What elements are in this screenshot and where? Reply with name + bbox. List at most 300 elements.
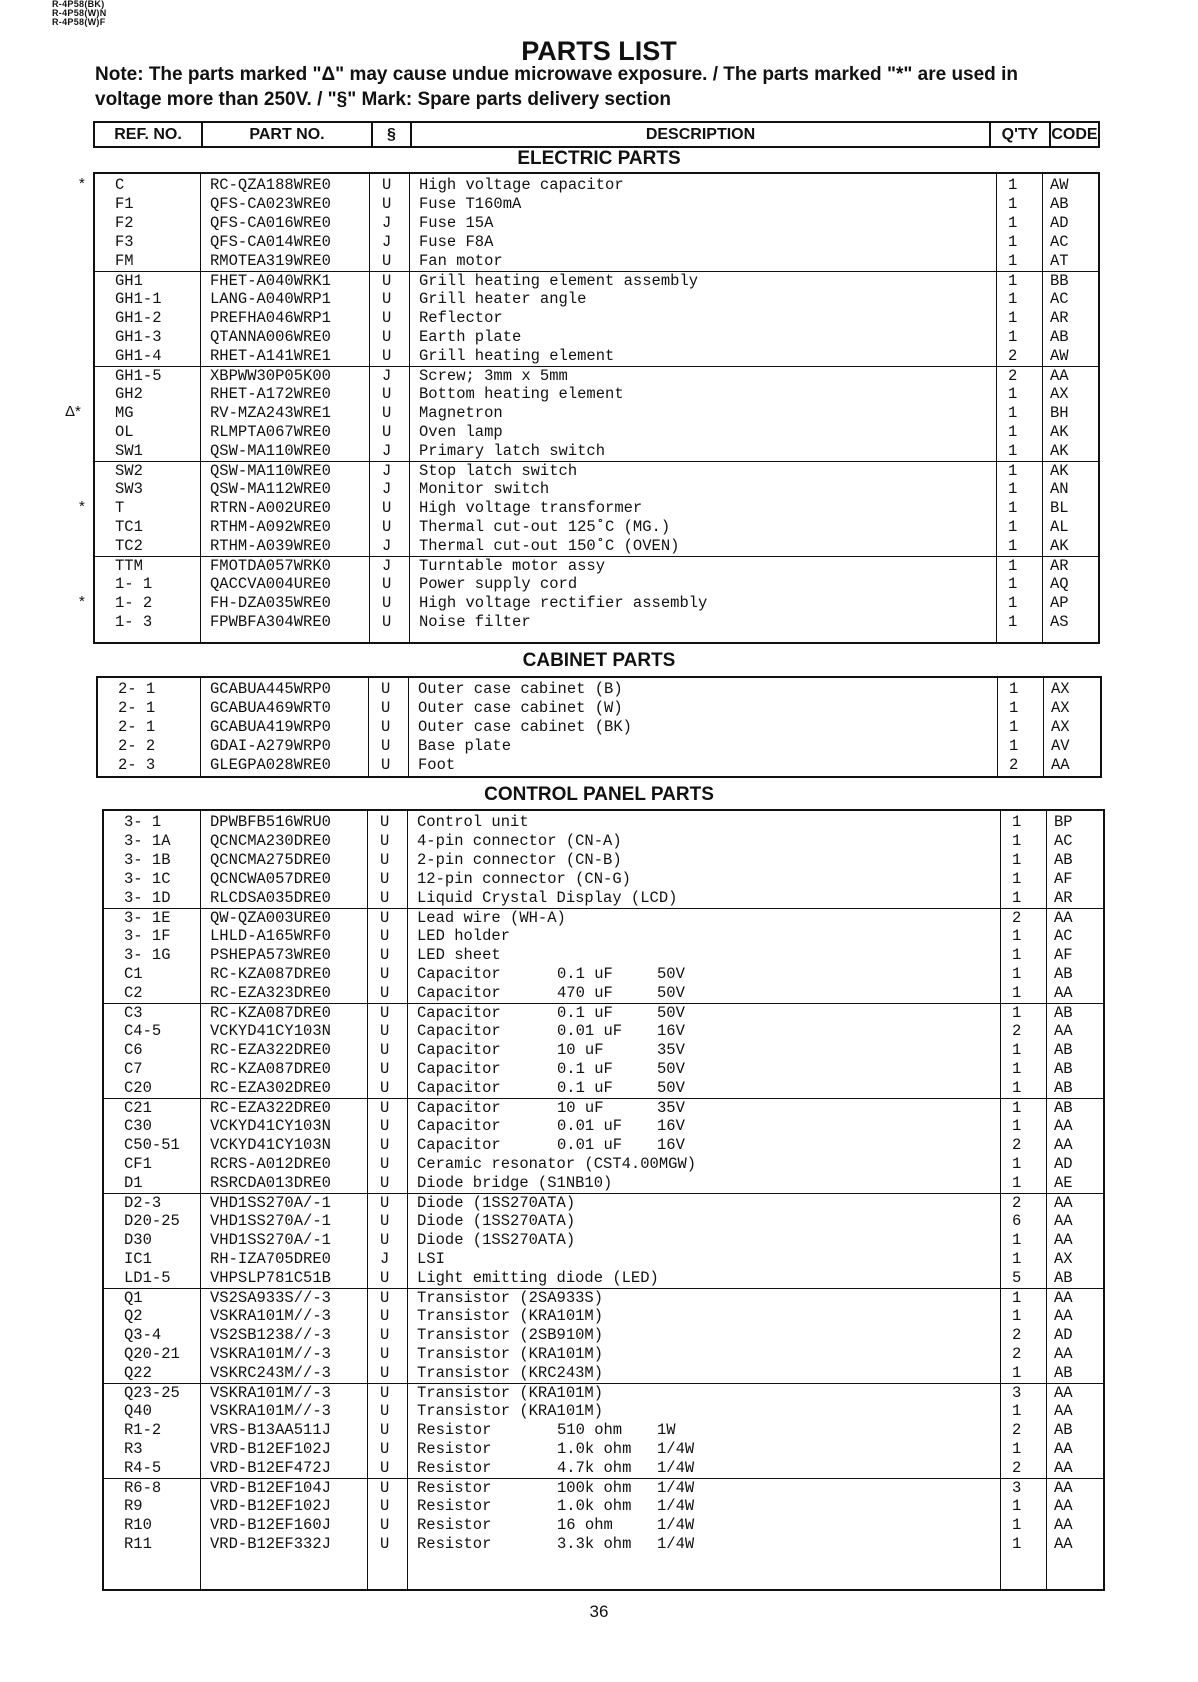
cell-desc: Diode (1SS270ATA) bbox=[417, 1231, 576, 1249]
cell-sec: U bbox=[380, 851, 390, 869]
cell-qty: 1 bbox=[1008, 537, 1018, 555]
cell-code: AW bbox=[1050, 176, 1069, 194]
cell-sec: U bbox=[380, 813, 390, 831]
cell-code: AQ bbox=[1050, 575, 1069, 593]
cell-rat: 50V bbox=[657, 965, 685, 983]
cell-part: FPWBFA304WRE0 bbox=[210, 613, 331, 631]
cell-part: RLCDSA035DRE0 bbox=[210, 889, 331, 907]
table-row bbox=[95, 385, 1098, 404]
cell-part: VCKYD41CY103N bbox=[210, 1022, 331, 1040]
cell-qty: 1 bbox=[1009, 737, 1019, 755]
table-row bbox=[98, 699, 1100, 718]
cell-ref: OL bbox=[115, 423, 134, 441]
cell-ref: D2-3 bbox=[124, 1194, 162, 1212]
cell-desc: Reflector bbox=[419, 309, 503, 327]
cell-desc: Transistor (KRA101M) bbox=[417, 1307, 604, 1325]
cell-part: RC-EZA323DRE0 bbox=[210, 984, 331, 1002]
cell-qty: 1 bbox=[1012, 1004, 1022, 1022]
cell-code: AB bbox=[1054, 965, 1073, 983]
cell-part: XBPWW30P05K00 bbox=[210, 367, 331, 385]
cell-ref: R9 bbox=[124, 1497, 143, 1515]
table-row bbox=[95, 594, 1098, 613]
cell-code: AB bbox=[1050, 195, 1069, 213]
cell-rat: 16V bbox=[657, 1022, 685, 1040]
cell-desc: Bottom heating element bbox=[419, 385, 624, 403]
cell-desc: Earth plate bbox=[419, 328, 522, 346]
cell-sec: U bbox=[380, 1535, 390, 1553]
cell-rat: 35V bbox=[657, 1099, 685, 1117]
cell-qty: 1 bbox=[1012, 1516, 1022, 1534]
cell-qty: 1 bbox=[1012, 1402, 1022, 1420]
cell-ref: Q23-25 bbox=[124, 1384, 180, 1402]
table-row bbox=[95, 556, 1098, 576]
cell-desc: Transistor (KRA101M) bbox=[417, 1384, 604, 1402]
cell-ref: IC1 bbox=[124, 1250, 152, 1268]
cell-val: 470 uF bbox=[557, 984, 613, 1002]
cell-qty: 1 bbox=[1012, 1307, 1022, 1325]
cell-code: AA bbox=[1054, 1384, 1073, 1402]
cell-desc: Outer case cabinet (B) bbox=[418, 680, 623, 698]
cell-ref: D1 bbox=[124, 1174, 143, 1192]
cell-part: DPWBFB516WRU0 bbox=[210, 813, 331, 831]
cell-rat: 1/4W bbox=[657, 1516, 695, 1534]
cell-qty: 1 bbox=[1008, 613, 1018, 631]
cell-rat: 1/4W bbox=[657, 1535, 695, 1553]
cell-desc: Diode (1SS270ATA) bbox=[417, 1212, 576, 1230]
cell-part: QFS-CA023WRE0 bbox=[210, 195, 331, 213]
cell-ref: TC1 bbox=[115, 518, 143, 536]
cell-part: VRD-B12EF102J bbox=[210, 1497, 331, 1515]
header-description: DESCRIPTION bbox=[412, 123, 991, 146]
table-row bbox=[95, 404, 1098, 423]
cell-part: FH-DZA035WRE0 bbox=[210, 594, 331, 612]
cell-sec: U bbox=[382, 499, 392, 517]
table-row bbox=[104, 1383, 1103, 1403]
cell-part: VRD-B12EF102J bbox=[210, 1440, 331, 1458]
cell-sec: U bbox=[380, 909, 390, 927]
cell-code: AX bbox=[1051, 699, 1070, 717]
cell-qty: 1 bbox=[1008, 518, 1018, 536]
cell-sec: J bbox=[382, 367, 392, 385]
cell-part: RSRCDA013DRE0 bbox=[210, 1174, 331, 1192]
cell-code: AX bbox=[1051, 718, 1070, 736]
cell-part: LANG-A040WRP1 bbox=[210, 290, 331, 308]
cell-ref: C3 bbox=[124, 1004, 143, 1022]
cell-rat: 1/4W bbox=[657, 1459, 695, 1477]
note-line: Note: The parts marked "Δ" may cause undue microwave exposure. / The parts marked "*" are used in bbox=[95, 64, 1018, 85]
cell-desc: 12-pin connector (CN-G) bbox=[417, 870, 631, 888]
cell-qty: 1 bbox=[1008, 462, 1018, 480]
cell-val: 3.3k ohm bbox=[557, 1535, 632, 1553]
cell-part: RV-MZA243WRE1 bbox=[210, 404, 331, 422]
cell-part: GCABUA419WRP0 bbox=[210, 718, 331, 736]
cell-ref: C30 bbox=[124, 1117, 152, 1135]
cell-code: BH bbox=[1050, 404, 1069, 422]
cell-code: AR bbox=[1050, 309, 1069, 327]
cell-sec: U bbox=[382, 575, 392, 593]
table-row bbox=[104, 1288, 1103, 1308]
cell-code: AW bbox=[1050, 347, 1069, 365]
cell-ref: C21 bbox=[124, 1099, 152, 1117]
cell-desc: Turntable motor assy bbox=[419, 557, 606, 575]
table-row bbox=[104, 1402, 1103, 1421]
cell-sec: U bbox=[382, 347, 392, 365]
cell-sec: J bbox=[382, 462, 392, 480]
cell-ref: C20 bbox=[124, 1079, 152, 1097]
cell-code: AB bbox=[1054, 1269, 1073, 1287]
cell-code: AA bbox=[1054, 1194, 1073, 1212]
cell-desc: Base plate bbox=[418, 737, 512, 755]
cell-sec: J bbox=[380, 1250, 390, 1268]
cell-desc: High voltage transformer bbox=[419, 499, 643, 517]
cell-qty: 1 bbox=[1012, 1231, 1022, 1249]
cell-desc: Fuse F8A bbox=[419, 233, 494, 251]
cell-rat: 35V bbox=[657, 1041, 685, 1059]
cell-sec: U bbox=[380, 1022, 390, 1040]
model-numbers bbox=[52, 0, 107, 27]
cell-rat: 50V bbox=[657, 984, 685, 1002]
cell-code: AN bbox=[1050, 480, 1069, 498]
cell-part: QTANNA006WRE0 bbox=[210, 328, 331, 346]
table-row bbox=[95, 290, 1098, 309]
cell-qty: 1 bbox=[1012, 1440, 1022, 1458]
cell-val: 1.0k ohm bbox=[557, 1497, 632, 1515]
cell-code: AX bbox=[1054, 1250, 1073, 1268]
cell-ref: SW1 bbox=[115, 442, 143, 460]
cell-qty: 1 bbox=[1012, 1535, 1022, 1553]
cell-ref: D30 bbox=[124, 1231, 152, 1249]
cell-val: 16 ohm bbox=[557, 1516, 613, 1534]
cell-qty: 1 bbox=[1008, 385, 1018, 403]
cell-desc: Outer case cabinet (W) bbox=[418, 699, 623, 717]
cell-ref: 2- 1 bbox=[118, 680, 156, 698]
cell-code: AA bbox=[1054, 1231, 1073, 1249]
cell-part: GLEGPA028WRE0 bbox=[210, 756, 331, 774]
cell-ref: 1- 3 bbox=[115, 613, 153, 631]
cell-qty: 1 bbox=[1009, 699, 1019, 717]
cell-part: RLMPTA067WRE0 bbox=[210, 423, 331, 441]
cell-part: VSKRC243M//-3 bbox=[210, 1364, 331, 1382]
cell-code: AB bbox=[1054, 851, 1073, 869]
cell-qty: 2 bbox=[1012, 1136, 1022, 1154]
cell-desc: Magnetron bbox=[419, 404, 503, 422]
cell-code: AA bbox=[1054, 1117, 1073, 1135]
cell-code: AB bbox=[1050, 328, 1069, 346]
table-row bbox=[98, 737, 1100, 756]
table-row bbox=[104, 946, 1103, 965]
cell-sec: U bbox=[380, 1345, 390, 1363]
cell-code: AB bbox=[1054, 1004, 1073, 1022]
cell-part: QCNCMA230DRE0 bbox=[210, 832, 331, 850]
cell-part: RC-KZA087DRE0 bbox=[210, 965, 331, 983]
cell-ref: MG bbox=[115, 404, 134, 422]
table-row bbox=[104, 1174, 1103, 1193]
cell-qty: 3 bbox=[1012, 1384, 1022, 1402]
cell-part: RTHM-A092WRE0 bbox=[210, 518, 331, 536]
cell-sec: U bbox=[380, 1307, 390, 1325]
table-row bbox=[104, 1003, 1103, 1023]
cell-rat: 50V bbox=[657, 1004, 685, 1022]
section-title-cabinet: CABINET PARTS bbox=[522, 650, 676, 671]
cell-qty: 1 bbox=[1012, 851, 1022, 869]
cell-code: AX bbox=[1050, 385, 1069, 403]
cell-sec: J bbox=[382, 233, 392, 251]
cell-desc: Grill heating element assembly bbox=[419, 272, 699, 290]
table-row bbox=[104, 1136, 1103, 1155]
cell-code: AL bbox=[1050, 518, 1069, 536]
table-row bbox=[104, 1307, 1103, 1326]
cell-desc: Light emitting diode (LED) bbox=[417, 1269, 659, 1287]
cell-desc: High voltage capacitor bbox=[419, 176, 624, 194]
cell-qty: 1 bbox=[1008, 309, 1018, 327]
cell-ref: 2- 3 bbox=[118, 756, 156, 774]
cell-rat: 16V bbox=[657, 1117, 685, 1135]
cell-code: AA bbox=[1054, 1535, 1073, 1553]
cell-desc: 2-pin connector (CN-B) bbox=[417, 851, 622, 869]
cell-sec: U bbox=[381, 699, 391, 717]
cell-desc: Control unit bbox=[417, 813, 529, 831]
cell-desc: Resistor bbox=[417, 1421, 492, 1439]
table-row bbox=[104, 1041, 1103, 1060]
cell-desc: Capacitor bbox=[417, 1004, 501, 1022]
safety-mark: * bbox=[79, 498, 85, 515]
cell-qty: 1 bbox=[1008, 404, 1018, 422]
cell-ref: SW2 bbox=[115, 462, 143, 480]
cell-part: RC-QZA188WRE0 bbox=[210, 176, 331, 194]
cell-part: VSKRA101M//-3 bbox=[210, 1307, 331, 1325]
cell-code: AK bbox=[1050, 537, 1069, 555]
cell-ref: R11 bbox=[124, 1535, 152, 1553]
model-number: R-4P58(W)N bbox=[52, 8, 107, 18]
table-row bbox=[104, 1231, 1103, 1250]
cell-code: AK bbox=[1050, 442, 1069, 460]
cell-qty: 1 bbox=[1008, 499, 1018, 517]
cell-rat: 50V bbox=[657, 1060, 685, 1078]
cell-desc: Outer case cabinet (BK) bbox=[418, 718, 632, 736]
cell-part: VHPSLP781C51B bbox=[210, 1269, 331, 1287]
cell-part: VHD1SS270A/-1 bbox=[210, 1194, 331, 1212]
table-row bbox=[104, 851, 1103, 870]
cell-ref: F2 bbox=[115, 214, 134, 232]
cell-desc: Capacitor bbox=[417, 1099, 501, 1117]
cell-ref: C bbox=[115, 176, 125, 194]
cell-part: QCNCMA275DRE0 bbox=[210, 851, 331, 869]
cell-desc: Diode (1SS270ATA) bbox=[417, 1194, 576, 1212]
cell-part: VSKRA101M//-3 bbox=[210, 1384, 331, 1402]
cell-qty: 1 bbox=[1012, 813, 1022, 831]
cell-sec: U bbox=[381, 737, 391, 755]
cell-code: BB bbox=[1050, 272, 1069, 290]
cell-code: AF bbox=[1054, 870, 1073, 888]
cell-qty: 1 bbox=[1012, 1155, 1022, 1173]
cell-code: BL bbox=[1050, 499, 1069, 517]
cell-sec: U bbox=[380, 1421, 390, 1439]
cell-desc: Capacitor bbox=[417, 1136, 501, 1154]
cell-sec: J bbox=[382, 557, 392, 575]
cell-part: RCRS-A012DRE0 bbox=[210, 1155, 331, 1173]
cell-desc: Lead wire (WH-A) bbox=[417, 909, 566, 927]
cell-rat: 1/4W bbox=[657, 1497, 695, 1515]
table-row bbox=[104, 1497, 1103, 1516]
cell-qty: 1 bbox=[1012, 889, 1022, 907]
cell-sec: U bbox=[380, 1099, 390, 1117]
cell-sec: U bbox=[380, 1402, 390, 1420]
table-row bbox=[95, 518, 1098, 537]
cell-qty: 3 bbox=[1012, 1479, 1022, 1497]
cell-part: VRS-B13AA511J bbox=[210, 1421, 331, 1439]
cell-desc: 4-pin connector (CN-A) bbox=[417, 832, 622, 850]
cell-ref: 3- 1 bbox=[124, 813, 162, 831]
table-row bbox=[98, 718, 1100, 737]
cell-part: QW-QZA003URE0 bbox=[210, 909, 331, 927]
cell-part: LHLD-A165WRF0 bbox=[210, 927, 331, 945]
cell-part: RC-EZA322DRE0 bbox=[210, 1041, 331, 1059]
cell-sec: J bbox=[382, 214, 392, 232]
cell-code: AA bbox=[1054, 1516, 1073, 1534]
cell-ref: 3- 1F bbox=[124, 927, 171, 945]
cell-val: 4.7k ohm bbox=[557, 1459, 632, 1477]
table-row bbox=[95, 271, 1098, 291]
cell-code: AA bbox=[1054, 984, 1073, 1002]
cell-code: AK bbox=[1050, 462, 1069, 480]
cell-qty: 1 bbox=[1008, 195, 1018, 213]
cell-code: AR bbox=[1054, 889, 1073, 907]
cell-ref: 2- 1 bbox=[118, 699, 156, 717]
cell-part: QFS-CA014WRE0 bbox=[210, 233, 331, 251]
table-row bbox=[104, 1193, 1103, 1213]
cell-qty: 2 bbox=[1012, 1421, 1022, 1439]
cell-val: 0.1 uF bbox=[557, 965, 613, 983]
cell-desc: Thermal cut-out 150˚C (OVEN) bbox=[419, 537, 680, 555]
table-row bbox=[98, 756, 1100, 775]
cell-desc: Resistor bbox=[417, 1440, 492, 1458]
cell-desc: Foot bbox=[418, 756, 456, 774]
cell-qty: 1 bbox=[1008, 575, 1018, 593]
cell-sec: U bbox=[380, 1384, 390, 1402]
cell-ref: TC2 bbox=[115, 537, 143, 555]
cell-code: AA bbox=[1054, 1497, 1073, 1515]
cell-qty: 2 bbox=[1012, 909, 1022, 927]
cell-val: 10 uF bbox=[557, 1041, 604, 1059]
cell-qty: 1 bbox=[1008, 328, 1018, 346]
cell-code: AA bbox=[1054, 1479, 1073, 1497]
cell-ref: R4-5 bbox=[124, 1459, 162, 1477]
cell-ref: GH1-3 bbox=[115, 328, 162, 346]
cell-ref: F1 bbox=[115, 195, 134, 213]
cell-desc: Capacitor bbox=[417, 1022, 501, 1040]
cell-qty: 1 bbox=[1009, 718, 1019, 736]
cell-code: BP bbox=[1054, 813, 1073, 831]
cell-qty: 2 bbox=[1008, 367, 1018, 385]
cell-val: 10 uF bbox=[557, 1099, 604, 1117]
cell-sec: U bbox=[382, 290, 392, 308]
cell-code: AA bbox=[1054, 909, 1073, 927]
model-number: R-4P58(W)F bbox=[52, 17, 106, 27]
cell-val: 0.01 uF bbox=[557, 1117, 623, 1135]
cell-code: AB bbox=[1054, 1364, 1073, 1382]
table-row bbox=[104, 1440, 1103, 1459]
cell-sec: U bbox=[380, 1231, 390, 1249]
cell-part: RC-KZA087DRE0 bbox=[210, 1060, 331, 1078]
cell-part: QFS-CA016WRE0 bbox=[210, 214, 331, 232]
cell-qty: 2 bbox=[1008, 347, 1018, 365]
cell-qty: 1 bbox=[1012, 1041, 1022, 1059]
cell-qty: 1 bbox=[1008, 233, 1018, 251]
header-part: PART NO. bbox=[203, 123, 373, 146]
cell-val: 100k ohm bbox=[557, 1479, 632, 1497]
cell-desc: Capacitor bbox=[417, 1041, 501, 1059]
cell-code: AC bbox=[1054, 832, 1073, 850]
cell-qty: 1 bbox=[1009, 680, 1019, 698]
table-row bbox=[104, 984, 1103, 1003]
cell-ref: GH1-5 bbox=[115, 367, 162, 385]
table-row bbox=[104, 1516, 1103, 1535]
cell-desc: Capacitor bbox=[417, 984, 501, 1002]
cell-code: AD bbox=[1050, 214, 1069, 232]
cell-desc: Screw; 3mm x 5mm bbox=[419, 367, 568, 385]
cell-ref: C1 bbox=[124, 965, 143, 983]
cabinet-parts-table bbox=[96, 676, 1102, 778]
cell-code: AC bbox=[1050, 290, 1069, 308]
cell-desc: LSI bbox=[417, 1250, 445, 1268]
table-row bbox=[104, 1022, 1103, 1041]
table-row bbox=[104, 1535, 1103, 1554]
cell-part: VRD-B12EF472J bbox=[210, 1459, 331, 1477]
cell-sec: U bbox=[382, 518, 392, 536]
cell-ref: Q40 bbox=[124, 1402, 152, 1420]
cell-sec: U bbox=[380, 1136, 390, 1154]
cell-desc: Transistor (KRC243M) bbox=[417, 1364, 604, 1382]
cell-qty: 5 bbox=[1012, 1269, 1022, 1287]
cell-val: 0.1 uF bbox=[557, 1060, 613, 1078]
cell-code: AA bbox=[1054, 1212, 1073, 1230]
cell-code: AB bbox=[1054, 1079, 1073, 1097]
table-row bbox=[95, 176, 1098, 195]
cell-sec: U bbox=[380, 1041, 390, 1059]
cell-part: VRD-B12EF104J bbox=[210, 1479, 331, 1497]
cell-qty: 2 bbox=[1012, 1459, 1022, 1477]
cell-sec: U bbox=[380, 1079, 390, 1097]
cell-sec: U bbox=[382, 309, 392, 327]
cell-qty: 1 bbox=[1012, 946, 1022, 964]
cell-ref: GH1-4 bbox=[115, 347, 162, 365]
cell-part: VS2SB1238//-3 bbox=[210, 1326, 331, 1344]
cell-part: RHET-A172WRE0 bbox=[210, 385, 331, 403]
cell-sec: U bbox=[380, 1326, 390, 1344]
section-title-electric: ELECTRIC PARTS bbox=[517, 148, 681, 169]
cell-rat: 16V bbox=[657, 1136, 685, 1154]
cell-ref: Q3-4 bbox=[124, 1326, 162, 1344]
table-row bbox=[95, 537, 1098, 556]
cell-sec: U bbox=[380, 1269, 390, 1287]
table-row bbox=[95, 347, 1098, 366]
cell-part: PSHEPA573WRE0 bbox=[210, 946, 331, 964]
table-row bbox=[95, 575, 1098, 594]
cell-ref: Q2 bbox=[124, 1307, 143, 1325]
table-row bbox=[95, 613, 1098, 632]
cell-desc: Monitor switch bbox=[419, 480, 550, 498]
cell-code: AA bbox=[1054, 1289, 1073, 1307]
table-row bbox=[104, 1117, 1103, 1136]
table-row bbox=[95, 461, 1098, 481]
cell-part: VSKRA101M//-3 bbox=[210, 1402, 331, 1420]
cell-desc: Resistor bbox=[417, 1497, 492, 1515]
cell-sec: U bbox=[382, 613, 392, 631]
cell-sec: U bbox=[380, 1004, 390, 1022]
cell-ref: TTM bbox=[115, 557, 143, 575]
cell-rat: 50V bbox=[657, 1079, 685, 1097]
cell-part: GDAI-A279WRP0 bbox=[210, 737, 331, 755]
